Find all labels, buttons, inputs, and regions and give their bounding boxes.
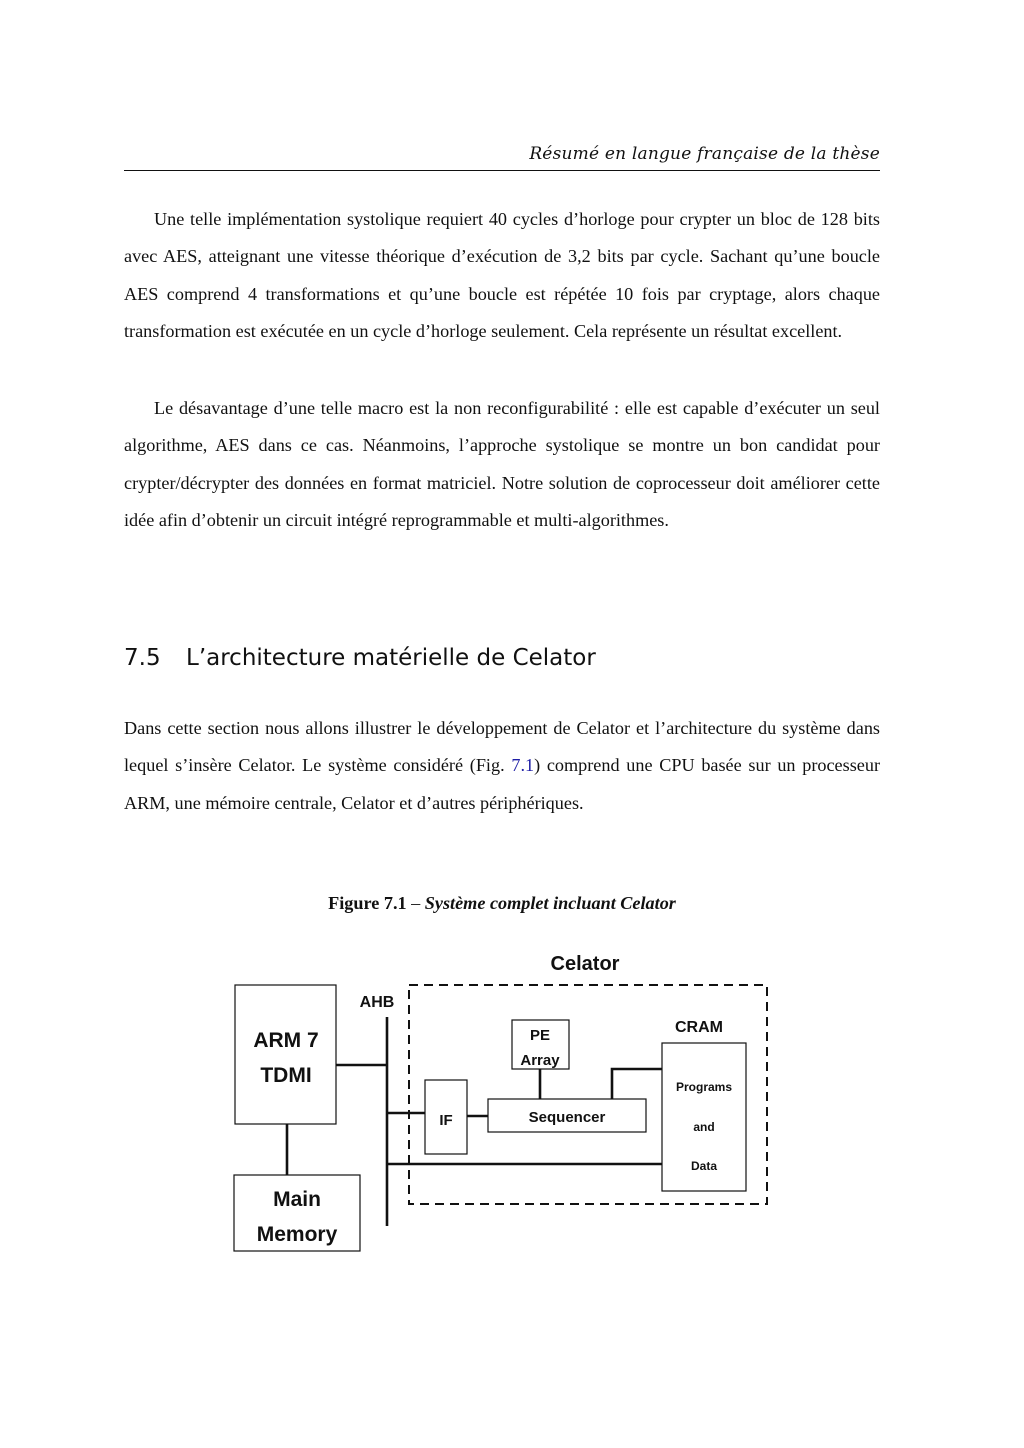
section-number: 7.5: [124, 645, 161, 671]
memory-label-line2: Memory: [256, 1223, 338, 1246]
sequencer-label: Sequencer: [528, 1109, 606, 1126]
if-label: IF: [439, 1112, 453, 1129]
cram-label-line1: Programs: [675, 1080, 733, 1094]
arm-label-line2: TDMI: [260, 1064, 312, 1087]
arm-cpu-block: [235, 985, 336, 1124]
sequencer-to-cram-link: [612, 1069, 662, 1099]
figure-caption-separator: –: [406, 893, 425, 913]
cram-label: CRAM: [675, 1019, 723, 1036]
paragraph-systolic-performance: Une telle implémentation systolique requiert 40 cycles d’horloge pour crypter un bloc de 128 bits avec AES, atteignant une vitesse théorique d’exécution de 3,2 bits par cycle. Sachant qu’une boucle AES comprend 4 transformations et qu’une boucle est répétée 10 fois par cryptage, alors chaque transformation est exécutée en un cycle d’horloge seulement. Cela représente un résultat excellent.: [124, 209, 880, 342]
pe-label-line2: Array: [520, 1052, 560, 1069]
pe-label-line1: PE: [529, 1027, 551, 1044]
cram-label-line3: Data: [690, 1159, 718, 1173]
celator-label: Celator: [550, 953, 620, 975]
arm-label-line1: ARM 7: [253, 1029, 319, 1052]
figure-label: Figure 7.1: [328, 893, 407, 913]
section-title: L’architecture matérielle de Celator: [186, 645, 596, 671]
running-header: Résumé en langue française de la thèse: [529, 144, 880, 164]
cram-label-line2: and: [693, 1120, 715, 1134]
figure-caption-text: Système complet incluant Celator: [424, 893, 676, 913]
figure-reference-link[interactable]: 7.1: [511, 755, 535, 776]
ahb-label: AHB: [359, 994, 395, 1011]
paragraph-reconfigurability: Le désavantage d’une telle macro est la non reconfigurabilité : elle est capable d’exécuter un seul algorithme, AES dans ce cas. Néanmoins, l’approche systolique se montre un bon candidat pour crypter/décrypter des données en format matriciel. Notre solution de coprocesseur doit améliorer cette idée afin d’obtenir un circuit intégré reprogrammable et multi-algorithmes.: [124, 398, 880, 531]
paragraph-text-end: ) comprend une CPU basée sur un processeur ARM, une mémoire centrale, Celator et d’autres périphériques.: [124, 755, 881, 813]
memory-label-line1: Main: [273, 1188, 321, 1211]
paragraph-text-start: Dans cette section nous allons illustrer le développement de Celator et l’architecture du système dans lequel s’insère Celator. Le système considéré (Fig.: [124, 718, 880, 776]
